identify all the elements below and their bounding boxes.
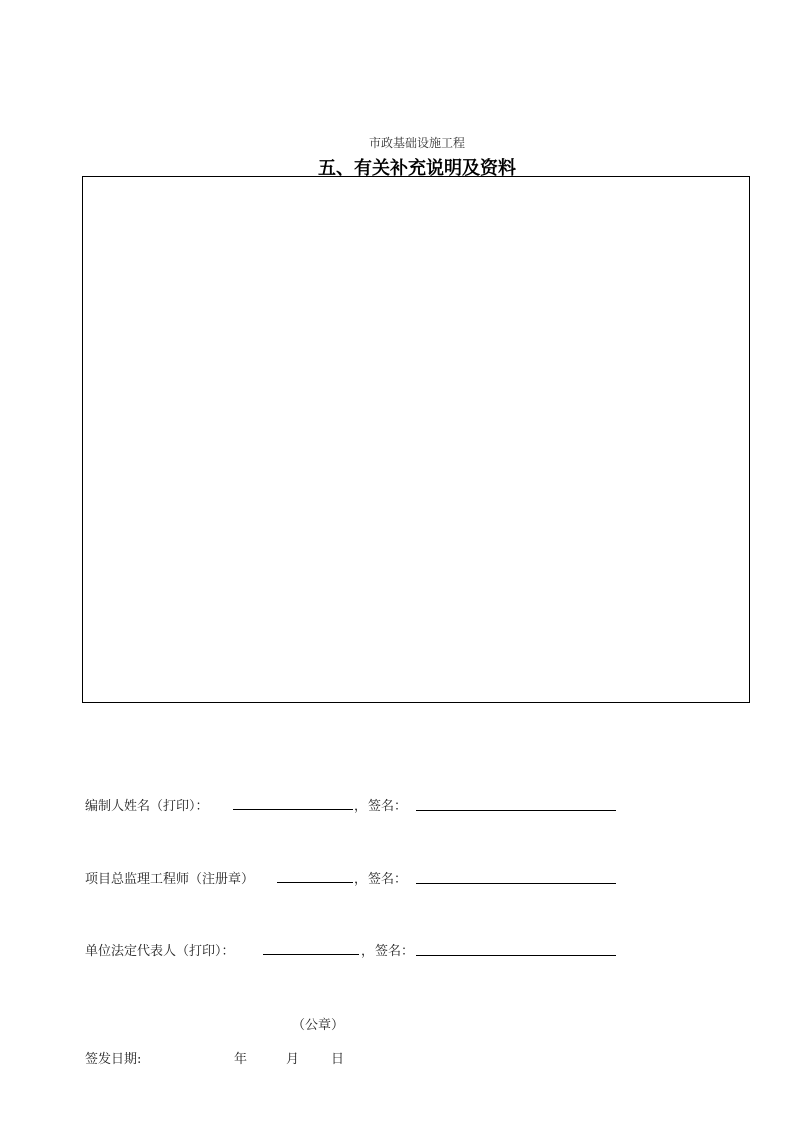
year-label: 年 <box>234 1052 248 1067</box>
issue-date-row <box>85 1048 385 1068</box>
section-title: 五、有关补充说明及资料 <box>318 158 516 179</box>
legal-rep-signature-field[interactable] <box>416 955 616 956</box>
day-label: 日 <box>331 1052 345 1067</box>
comma: ， <box>361 944 375 959</box>
supervisor-signature-row <box>85 868 625 888</box>
document-subtitle: 市政基础设施工程 <box>368 136 465 150</box>
comma: ， <box>354 799 368 814</box>
supervisor-signature-field[interactable] <box>416 883 616 884</box>
supervisor-label: 项目总监理工程师（注册章） <box>85 872 255 887</box>
compiler-name-field[interactable] <box>233 809 353 810</box>
compiler-sign-label: 签名： <box>368 799 408 814</box>
compiler-signature-field[interactable] <box>416 810 616 811</box>
legal-rep-label: 单位法定代表人（打印）： <box>85 944 235 959</box>
legal-rep-name-field[interactable] <box>263 954 359 955</box>
legal-rep-sign-label: 签名： <box>375 944 415 959</box>
month-label: 月 <box>286 1052 300 1067</box>
supervisor-stamp-field[interactable] <box>277 882 353 883</box>
supervisor-sign-label: 签名： <box>368 872 408 887</box>
legal-rep-signature-row <box>85 940 625 960</box>
compiler-name-label: 编制人姓名（打印）： <box>85 799 209 814</box>
supplementary-content-box[interactable] <box>82 176 750 703</box>
compiler-signature-row <box>85 795 625 815</box>
official-seal-label: （公章） <box>292 1018 345 1033</box>
issue-date-label: 签发日期: <box>85 1052 142 1067</box>
comma: ， <box>354 872 368 887</box>
